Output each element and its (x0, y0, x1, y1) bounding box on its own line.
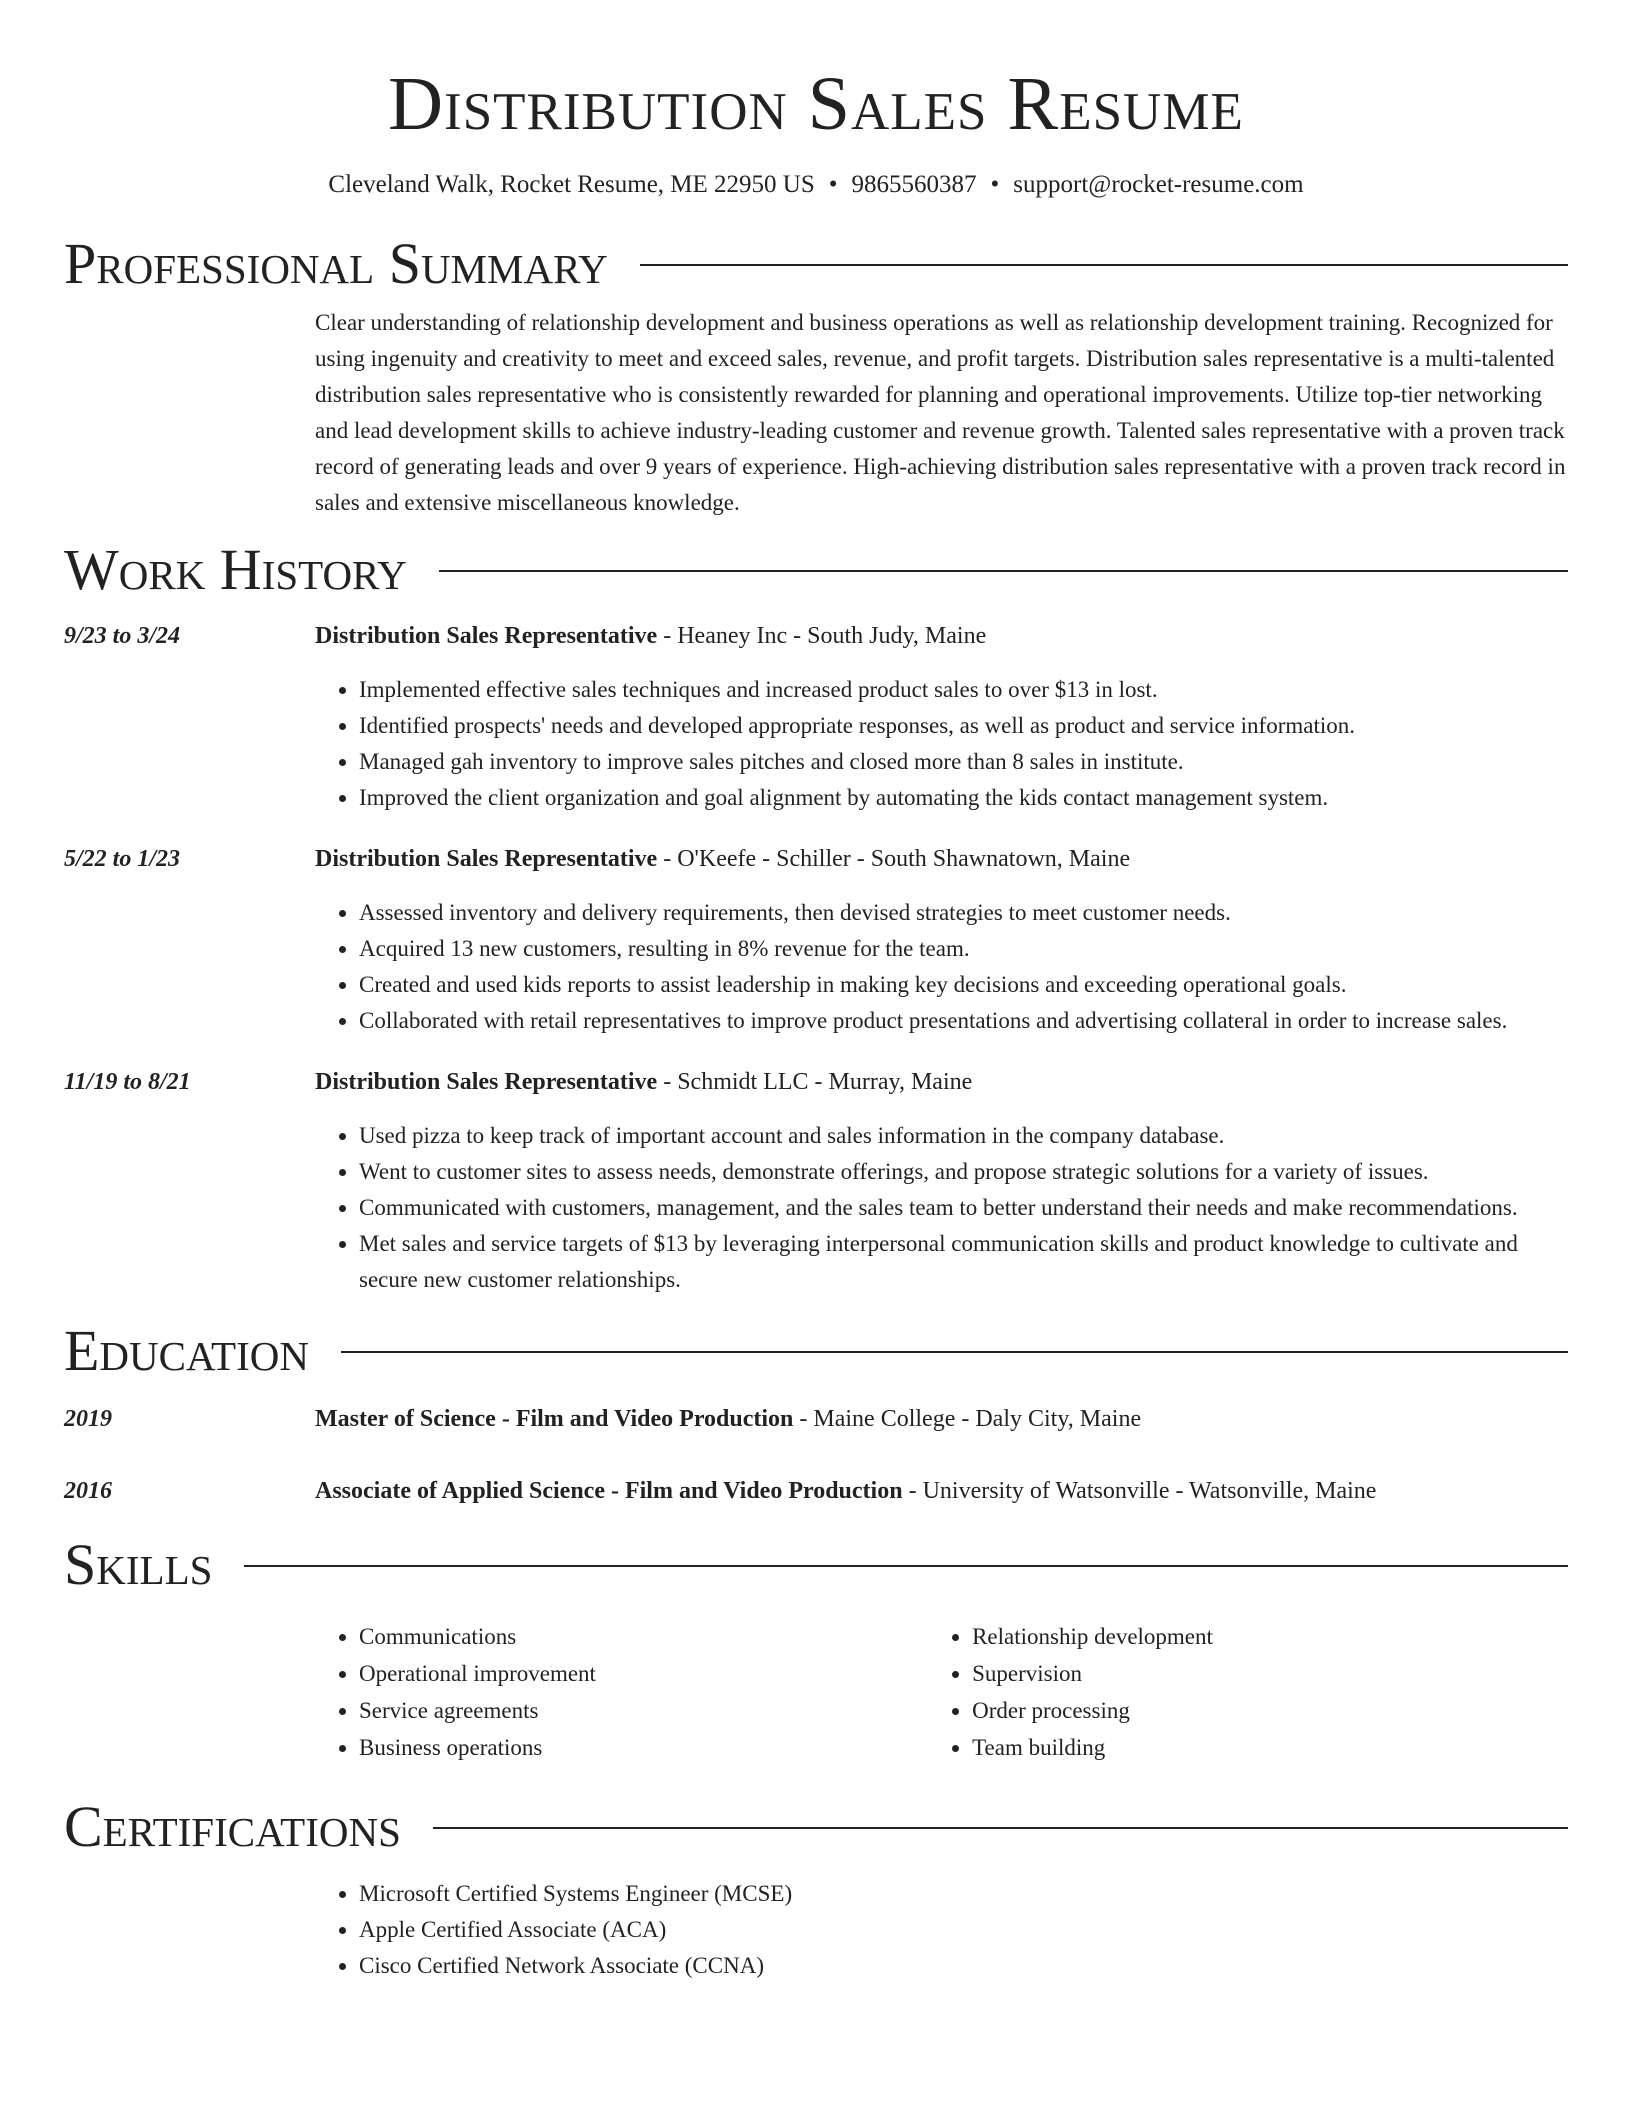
skills-column-right (928, 1618, 1568, 1766)
job-role: Distribution Sales Representative (315, 846, 658, 872)
summary-text: Clear understanding of relationship development and business operations as well as relationship development training. Recognized for using ingenuity and creativity to meet and exceed sales, revenue, and profit targets. Distribution sales representative is a multi-talented distribution sales representative who is consistently rewarded for planning and operational improvements. Utilize top-tier networking and lead development skills to achieve industry-leading customer and revenue growth. Talented sales representative with a proven track record of generating leads and over 9 years of experience. High-achieving distribution sales representative with a proven track record in sales and extensive miscellaneous knowledge. (315, 310, 1566, 515)
education-entry (64, 1473, 1568, 1509)
job-bullets (315, 672, 1568, 816)
education-degree: Associate of Applied Science - Film and Video Production (315, 1478, 903, 1504)
section-divider (439, 570, 1568, 572)
skill-item: • Supervision (972, 1655, 1568, 1692)
skills-section (64, 1532, 1568, 1766)
section-divider (244, 1565, 1568, 1567)
skill-item: • Operational improvement (359, 1655, 928, 1692)
job-bullet: • Went to customer sites to assess needs, demonstrate offerings, and propose strategic solutions for a variety of issues. (359, 1154, 1568, 1190)
job-title-line (315, 841, 1568, 877)
job-role: Distribution Sales Representative (315, 1069, 658, 1095)
summary-body (315, 305, 1568, 521)
summary-heading: Professional Summary (64, 231, 608, 296)
resume-page (64, 0, 1568, 1984)
skill-item: • Communications (359, 1618, 928, 1655)
education-section (64, 1318, 1568, 1509)
job-bullet: • Created and used kids reports to assist leadership in making key decisions and exceeding operational goals. (359, 967, 1568, 1003)
job-bullet: • Implemented effective sales techniques and increased product sales to over $13 in lost. (359, 672, 1568, 708)
job-bullet: • Acquired 13 new customers, resulting in 8% revenue for the team. (359, 931, 1568, 967)
work-history-heading: Work History (64, 537, 407, 602)
education-line (315, 1473, 1568, 1509)
certification-item: • Microsoft Certified Systems Engineer (MCSE) (359, 1876, 1568, 1912)
certifications-section (64, 1794, 1568, 1984)
skill-item: • Business operations (359, 1729, 928, 1766)
summary-section (64, 231, 1568, 521)
summary-header (64, 231, 1568, 297)
certification-item: • Apple Certified Associate (ACA) (359, 1912, 1568, 1948)
job-dates: 11/19 to 8/21 (64, 1069, 191, 1095)
job-bullet: • Assessed inventory and delivery requirements, then devised strategies to meet customer needs. (359, 895, 1568, 931)
job-bullet: • Communicated with customers, management, and the sales team to better understand their needs and make recommendations. (359, 1190, 1568, 1226)
education-details: - University of Watsonville - Watsonville, Maine (902, 1478, 1377, 1504)
certifications-list (315, 1876, 1568, 1984)
job-title-line (315, 618, 1568, 654)
contact-address: Cleveland Walk, Rocket Resume, ME 22950 US (328, 171, 815, 198)
contact-separator: • (828, 171, 838, 198)
education-details: - Maine College - Daly City, Maine (793, 1406, 1142, 1432)
certifications-heading: Certifications (64, 1794, 401, 1859)
education-degree: Master of Science - Film and Video Production (315, 1406, 794, 1432)
job-bullet: • Used pizza to keep track of important account and sales information in the company database. (359, 1118, 1568, 1154)
job-bullet: • Improved the client organization and goal alignment by automating the kids contact management system. (359, 780, 1568, 816)
certification-item: • Cisco Certified Network Associate (CCNA) (359, 1948, 1568, 1984)
contact-separator: • (990, 171, 1000, 198)
job-bullet: • Managed gah inventory to improve sales pitches and closed more than 8 sales in institute. (359, 744, 1568, 780)
skills-header (64, 1532, 1568, 1598)
education-line (315, 1401, 1568, 1437)
skills-heading: Skills (64, 1532, 213, 1597)
skill-item: • Service agreements (359, 1692, 928, 1729)
job-role: Distribution Sales Representative (315, 623, 658, 649)
job-bullet: • Met sales and service targets of $13 by leveraging interpersonal communication skills and product knowledge to cultivate and secure new customer relationships. (359, 1226, 1568, 1298)
work-history-section (64, 537, 1568, 1298)
section-divider (341, 1351, 1568, 1353)
education-entry (64, 1401, 1568, 1437)
job-details: - O'Keefe - Schiller - South Shawnatown, Maine (657, 846, 1131, 872)
job-bullets (315, 895, 1568, 1039)
contact-email: support@rocket-resume.com (1013, 171, 1304, 198)
contact-line (64, 168, 1568, 202)
job-dates: 5/22 to 1/23 (64, 846, 181, 872)
certifications-header (64, 1794, 1568, 1860)
resume-title: Distribution Sales Resume (388, 62, 1244, 146)
contact-phone: 9865560387 (851, 171, 977, 198)
education-year: 2019 (64, 1406, 112, 1432)
education-year: 2016 (64, 1478, 112, 1504)
job-title-line (315, 1064, 1568, 1100)
section-divider (640, 264, 1568, 266)
job-entry (64, 841, 1568, 1039)
skills-column-left (315, 1618, 928, 1766)
education-heading: Education (64, 1318, 309, 1383)
job-bullet: • Identified prospects' needs and developed appropriate responses, as well as product and service information. (359, 708, 1568, 744)
skill-item: • Order processing (972, 1692, 1568, 1729)
skill-item: • Team building (972, 1729, 1568, 1766)
work-history-header (64, 537, 1568, 603)
education-header (64, 1318, 1568, 1384)
job-bullets (315, 1118, 1568, 1298)
job-entry (64, 1064, 1568, 1298)
skills-list (315, 1618, 1568, 1766)
job-entry (64, 618, 1568, 816)
skill-item: • Relationship development (972, 1618, 1568, 1655)
section-divider (433, 1827, 1568, 1829)
job-details: - Heaney Inc - South Judy, Maine (657, 623, 987, 649)
job-dates: 9/23 to 3/24 (64, 623, 181, 649)
job-details: - Schmidt LLC - Murray, Maine (657, 1069, 973, 1095)
job-bullet: • Collaborated with retail representatives to improve product presentations and advertising collateral in order to increase sales. (359, 1003, 1568, 1039)
